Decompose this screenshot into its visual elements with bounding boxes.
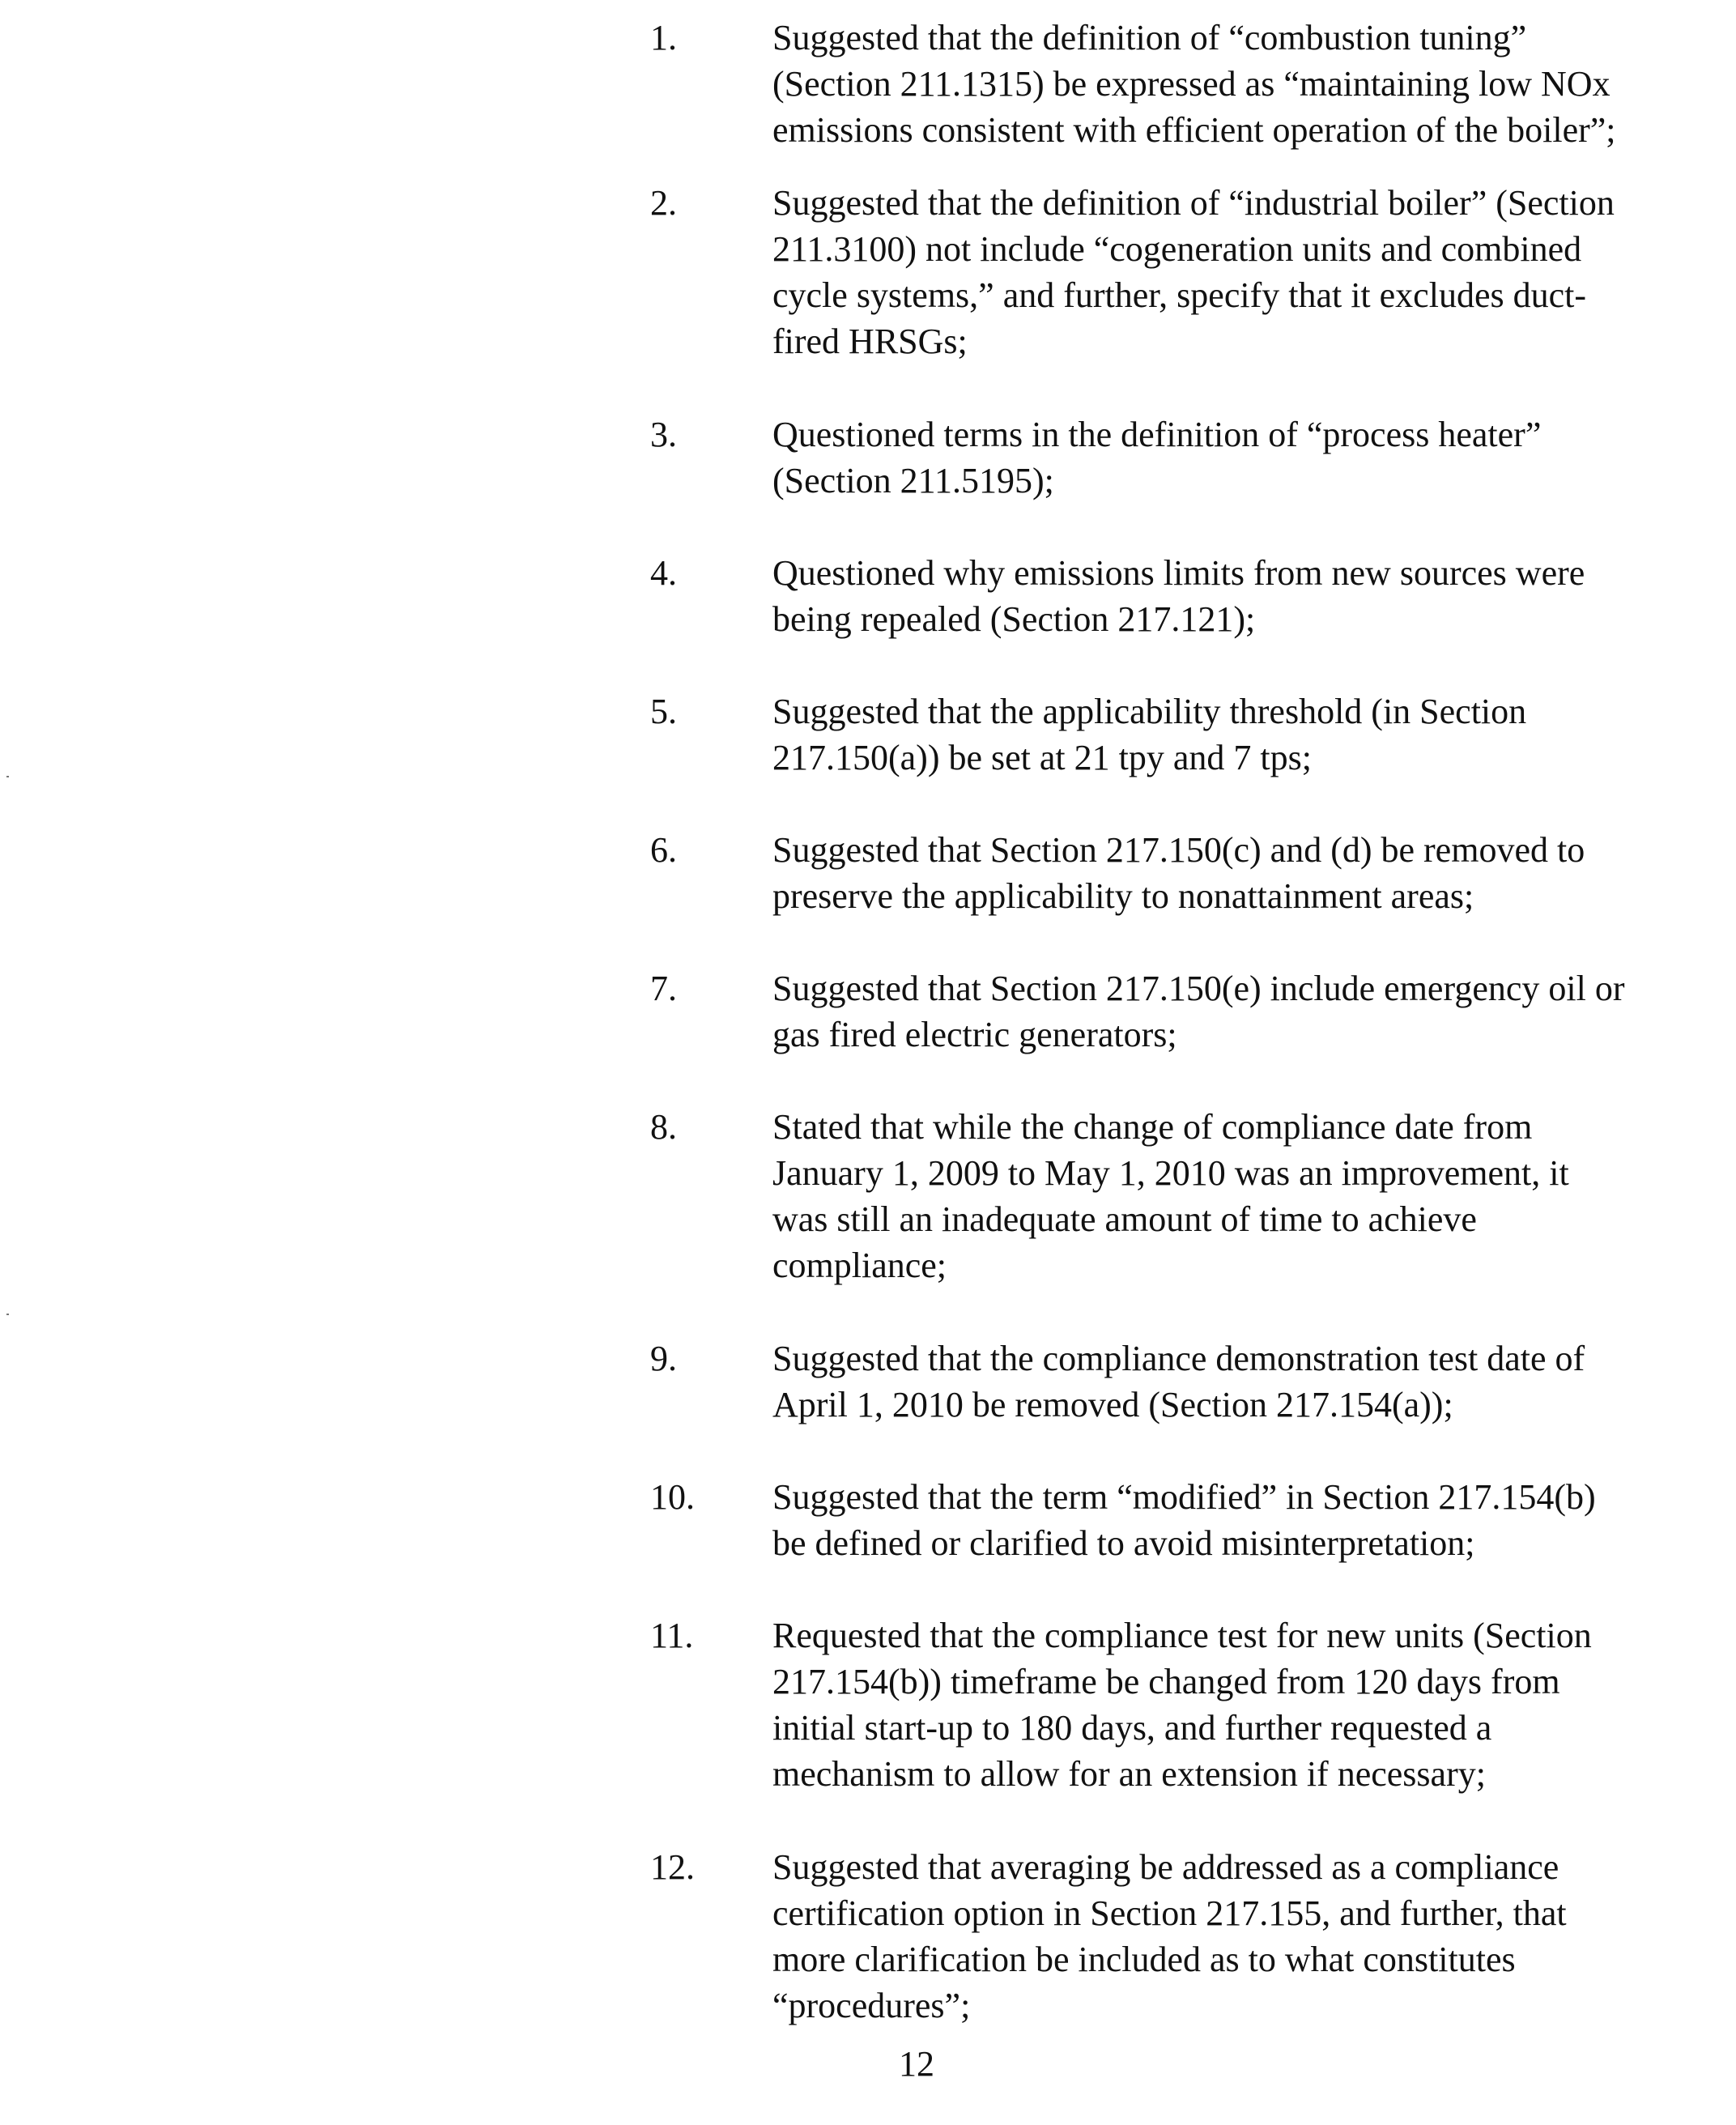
list-item-number: 10. xyxy=(650,1477,695,1517)
list-item-text: Suggested that the term “modified” in Section 217.154(b) be defined or clarified to avoid misinterpretation; xyxy=(772,1477,1596,1563)
list-item-text: Requested that the compliance test for new units (Section 217.154(b)) timeframe be changed from 120 days from initial start-up to 180 days, and further requested a mechanism to allow for an extension if necessary; xyxy=(772,1616,1592,1794)
page-number: 12 xyxy=(899,2044,934,2084)
list-item-text: Suggested that Section 217.150(c) and (d) be removed to preserve the applicability to nonattainment areas; xyxy=(772,830,1585,916)
list-item-number: 8. xyxy=(650,1107,677,1147)
list-item-text: Suggested that the definition of “combustion tuning” (Section 211.1315) be expressed as “maintaining low NOx emissions consistent with efficient operation of the boiler”; xyxy=(772,18,1616,150)
list-item-text: Stated that while the change of compliance date from January 1, 2009 to May 1, 2010 was an improvement, it was still an inadequate amount of time to achieve compliance; xyxy=(772,1107,1569,1285)
list-item-text: Suggested that averaging be addressed as a compliance certification option in Section 217.155, and further, that more clarification be included as to what constitutes “procedures”; xyxy=(772,1847,1567,2025)
scan-speck xyxy=(6,1314,9,1315)
list-item-number: 9. xyxy=(650,1339,677,1378)
list-item-number: 2. xyxy=(650,183,677,223)
list-item-number: 5. xyxy=(650,692,677,731)
list-item-number: 7. xyxy=(650,969,677,1008)
list-item-text: Suggested that the compliance demonstration test date of April 1, 2010 be removed (Section 217.154(a)); xyxy=(772,1339,1585,1424)
scan-speck xyxy=(6,776,9,777)
list-item-number: 6. xyxy=(650,830,677,870)
list-item-number: 1. xyxy=(650,18,677,57)
list-item-text: Suggested that the definition of “industrial boiler” (Section 211.3100) not include “cogeneration units and combined cycle systems,” and further, specify that it excludes duct- fired HRSGs; xyxy=(772,183,1615,361)
list-item-number: 12. xyxy=(650,1847,695,1887)
list-item-number: 4. xyxy=(650,553,677,593)
list-item-text: Suggested that Section 217.150(e) include emergency oil or gas fired electric generators; xyxy=(772,969,1625,1054)
list-item-number: 11. xyxy=(650,1616,694,1655)
list-item-text: Suggested that the applicability threshold (in Section 217.150(a)) be set at 21 tpy and 7 tps; xyxy=(772,692,1527,777)
list-item-text: Questioned terms in the definition of “process heater” (Section 211.5195); xyxy=(772,415,1542,500)
list-item-text: Questioned why emissions limits from new sources were being repealed (Section 217.121); xyxy=(772,553,1585,639)
list-item-number: 3. xyxy=(650,415,677,454)
